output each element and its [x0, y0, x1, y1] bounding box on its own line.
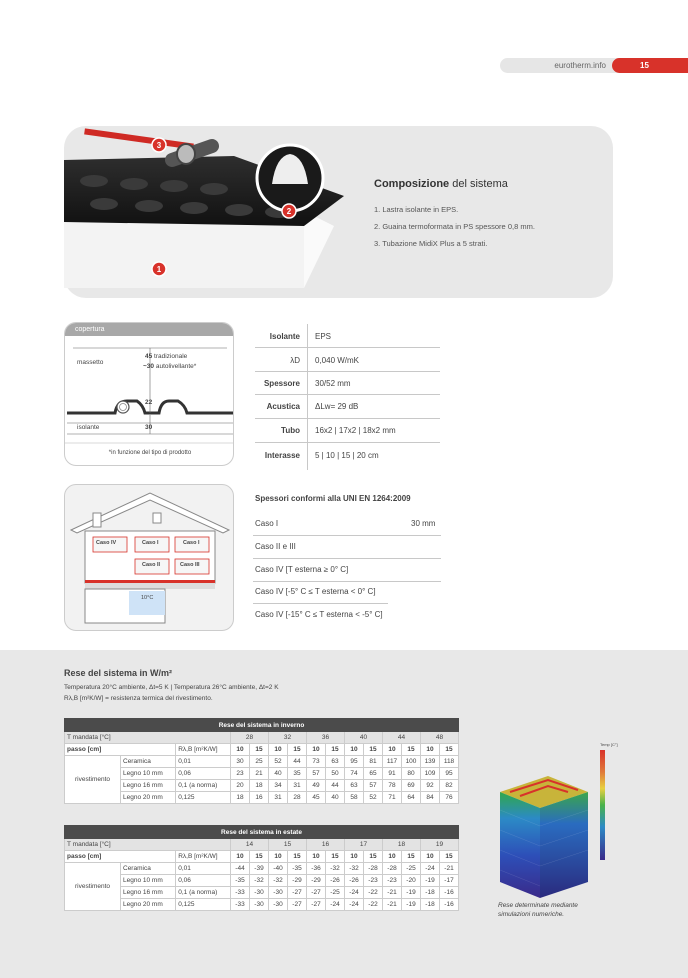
table-cell: 18 [383, 839, 421, 851]
table-row [65, 792, 459, 804]
case-label: Caso I [183, 540, 200, 546]
table-cell: 63 [345, 780, 364, 792]
spec-value: 0,040 W/mK [315, 356, 360, 365]
table-cell: 80 [402, 768, 421, 780]
table-cell: 95 [345, 756, 364, 768]
table-cell: 65 [364, 768, 383, 780]
table-cell: 15 [440, 744, 459, 756]
case-label: Caso III [180, 562, 200, 568]
table-cell: 10 [231, 851, 250, 863]
table-cell: -19 [421, 875, 440, 887]
case-label: Caso IV [96, 540, 117, 546]
table-cell: -21 [383, 899, 402, 911]
table-cell: 35 [288, 768, 307, 780]
table-cell: -25 [402, 863, 421, 875]
table-cell: -30 [269, 887, 288, 899]
table-cell: 10 [307, 744, 326, 756]
diagram-note: *in funzione del tipo di prodotto [108, 450, 192, 456]
table-row [65, 899, 459, 911]
spec-label: λD [290, 356, 300, 365]
table-cell: 18 [250, 780, 269, 792]
table-cell: 30 [231, 756, 250, 768]
table-cell: -27 [307, 887, 326, 899]
table-cell: Legno 20 mm [121, 899, 176, 911]
table-cell: -39 [250, 863, 269, 875]
table-row [65, 756, 459, 768]
table-cell: 15 [402, 744, 421, 756]
table-cell: -24 [421, 863, 440, 875]
table-cell: 10 [383, 851, 402, 863]
winter-table [64, 718, 459, 804]
table-cell: -27 [288, 887, 307, 899]
section-diagram [64, 322, 234, 466]
section-drawing [65, 323, 234, 466]
table-cell: 73 [307, 756, 326, 768]
spec-value: 5 | 10 | 15 | 20 cm [315, 451, 379, 460]
thermal-simulation [496, 740, 626, 900]
case-label: Caso I [142, 540, 159, 546]
rese-subtitle: Temperatura 20°C ambiente, Δt=5 K | Temperatura 26°C ambiente, Δt=2 K [64, 684, 279, 691]
table-cell: -32 [345, 863, 364, 875]
table-row [65, 851, 459, 863]
table-cell: Legno 10 mm [121, 768, 176, 780]
rese-title: Rese del sistema in W/m² [64, 668, 173, 678]
table-cell: rivestimento [65, 863, 121, 911]
thickness-row: Caso II e III [255, 542, 296, 551]
table-cell: 71 [383, 792, 402, 804]
color-legend [600, 750, 605, 860]
table-cell: 64 [402, 792, 421, 804]
table-cell: -28 [364, 863, 383, 875]
table-cell: 48 [421, 732, 459, 744]
case-label: Caso II [142, 562, 161, 568]
table-cell: 10 [421, 744, 440, 756]
table-cell: 117 [383, 756, 402, 768]
table-cell: 10 [269, 744, 288, 756]
table-cell: 10 [421, 851, 440, 863]
table-cell: -32 [269, 875, 288, 887]
table-cell: 15 [288, 744, 307, 756]
house-diagram [64, 484, 234, 631]
table-cell: -22 [364, 899, 383, 911]
table-cell: 74 [345, 768, 364, 780]
table-cell: -21 [440, 863, 459, 875]
table-cell: -30 [269, 899, 288, 911]
table-cell: -16 [440, 899, 459, 911]
table-cell: 100 [402, 756, 421, 768]
svg-text:2: 2 [286, 207, 292, 216]
table-cell: Ceramica [121, 863, 176, 875]
legend-title: Temp [C°] [600, 742, 618, 747]
table-cell: -23 [383, 875, 402, 887]
table-cell: 15 [288, 851, 307, 863]
table-cell: 69 [402, 780, 421, 792]
table-cell: 15 [364, 744, 383, 756]
rese-subtitle: Rλ,B [m²K/W] = resistenza termica del rivestimento. [64, 695, 213, 702]
table-cell: -29 [288, 875, 307, 887]
table-cell: -17 [440, 875, 459, 887]
table-cell: -19 [402, 899, 421, 911]
table-cell: 92 [421, 780, 440, 792]
table-cell: -44 [231, 863, 250, 875]
table-cell: 95 [440, 768, 459, 780]
table-cell: 118 [440, 756, 459, 768]
panel-illustration [64, 126, 364, 298]
table-cell: -32 [326, 863, 345, 875]
marker-2 [282, 204, 296, 218]
table-cell: 0,06 [176, 875, 231, 887]
composition-item: 3. Tubazione MidiX Plus a 5 strati. [374, 239, 488, 248]
thickness-row: Caso IV [-5° C ≤ T esterna < 0° C] [255, 587, 376, 596]
table-cell: -26 [326, 875, 345, 887]
table-row [65, 744, 459, 756]
table-cell: 78 [383, 780, 402, 792]
house-drawing [65, 485, 234, 631]
table-cell: 44 [326, 780, 345, 792]
table-cell: -29 [307, 875, 326, 887]
temp-label: 10°C [141, 595, 154, 601]
composition-item: 2. Guaina termoformata in PS spessore 0,8 mm. [374, 222, 535, 231]
table-cell: 58 [345, 792, 364, 804]
spec-label: Spessore [263, 379, 300, 388]
table-cell: Legno 20 mm [121, 792, 176, 804]
table-cell: 20 [231, 780, 250, 792]
spec-value: ΔLw= 29 dB [315, 402, 359, 411]
dim-30: 30 [145, 424, 153, 431]
table-cell: 23 [231, 768, 250, 780]
table-cell: -21 [383, 887, 402, 899]
table-cell: 50 [326, 768, 345, 780]
table-cell: Legno 10 mm [121, 875, 176, 887]
table-cell: -16 [440, 887, 459, 899]
table-cell: -19 [402, 887, 421, 899]
copertura-label: copertura [65, 323, 234, 336]
table-cell: -18 [421, 899, 440, 911]
composition-title: Composizione del sistema [374, 178, 508, 190]
dim-22: 22 [145, 399, 153, 406]
table-cell: 36 [307, 732, 345, 744]
table-cell: 16 [250, 792, 269, 804]
table-cell: 0,1 (a norma) [176, 780, 231, 792]
table-title: Rese del sistema in estate [65, 826, 459, 839]
table-cell: -27 [288, 899, 307, 911]
table-cell: Legno 16 mm [121, 780, 176, 792]
dim-45: 45 tradizionale [145, 353, 188, 360]
table-cell: 15 [250, 744, 269, 756]
table-cell: -36 [307, 863, 326, 875]
table-cell: -28 [383, 863, 402, 875]
table-cell: -22 [364, 887, 383, 899]
table-cell: 28 [288, 792, 307, 804]
table-row [65, 768, 459, 780]
thickness-row: Caso IV [T esterna ≥ 0° C] [255, 565, 349, 574]
table-row [65, 863, 459, 875]
spec-value: 30/52 mm [315, 379, 351, 388]
table-cell: 15 [326, 744, 345, 756]
table-cell: 31 [269, 792, 288, 804]
sim-front-face [500, 792, 540, 898]
table-cell: -32 [250, 875, 269, 887]
table-cell: 40 [345, 732, 383, 744]
table-cell: 109 [421, 768, 440, 780]
table-cell: 15 [269, 839, 307, 851]
table-cell: 0,125 [176, 792, 231, 804]
table-cell: 0,125 [176, 899, 231, 911]
table-cell: 25 [250, 756, 269, 768]
thickness-row: Caso IV [-15° C ≤ T esterna < -5° C] [255, 610, 383, 619]
table-cell: -33 [231, 899, 250, 911]
table-cell: T mandata [°C] [65, 732, 231, 744]
table-cell: 10 [269, 851, 288, 863]
simulation-caption: Rese determinate mediante simulazioni numeriche. [498, 902, 578, 918]
table-cell: 0,01 [176, 863, 231, 875]
table-cell: -23 [364, 875, 383, 887]
table-cell: 10 [307, 851, 326, 863]
table-cell: 63 [326, 756, 345, 768]
summer-table [64, 825, 459, 911]
spec-label: Interasse [264, 451, 300, 460]
table-cell: 45 [307, 792, 326, 804]
table-cell: 84 [421, 792, 440, 804]
table-cell: -40 [269, 863, 288, 875]
table-cell: 44 [288, 756, 307, 768]
table-cell: 10 [231, 744, 250, 756]
table-cell: 52 [269, 756, 288, 768]
table-cell: 21 [250, 768, 269, 780]
thickness-title: Spessori conformi alla UNI EN 1264:2009 [255, 494, 411, 503]
table-cell: 19 [421, 839, 459, 851]
table-cell: 10 [345, 744, 364, 756]
table-cell: 28 [231, 732, 269, 744]
table-cell: -30 [250, 887, 269, 899]
thickness-row: Caso I [255, 519, 279, 528]
table-cell: 16 [307, 839, 345, 851]
svg-text:1: 1 [156, 265, 162, 274]
table-cell: -35 [231, 875, 250, 887]
table-cell: 57 [307, 768, 326, 780]
table-cell: 15 [326, 851, 345, 863]
table-cell: -30 [250, 899, 269, 911]
spec-label: Acustica [266, 402, 300, 411]
table-cell: 15 [440, 851, 459, 863]
table-cell: 82 [440, 780, 459, 792]
table-cell: Rλ,B [m²K/W] [176, 744, 231, 756]
table-cell: 49 [307, 780, 326, 792]
table-row [65, 887, 459, 899]
table-cell: 15 [364, 851, 383, 863]
table-row [65, 839, 459, 851]
table-cell: 57 [364, 780, 383, 792]
sim-side-face [540, 792, 588, 898]
dim-30-auto: ~30 autolivellante* [143, 363, 197, 370]
table-cell: 0,01 [176, 756, 231, 768]
table-cell: rivestimento [65, 756, 121, 804]
table-cell: Rλ,B [m²K/W] [176, 851, 231, 863]
table-cell: 10 [345, 851, 364, 863]
table-cell: -27 [307, 899, 326, 911]
table-row [65, 875, 459, 887]
table-cell: -33 [231, 887, 250, 899]
table-cell: -35 [288, 863, 307, 875]
table-cell: 17 [345, 839, 383, 851]
site-url[interactable]: eurotherm.info [554, 61, 606, 70]
table-cell: -25 [326, 887, 345, 899]
table-cell: 0,06 [176, 768, 231, 780]
table-cell: 139 [421, 756, 440, 768]
table-cell: 34 [269, 780, 288, 792]
table-cell: passo [cm] [65, 744, 176, 756]
isolante-label: isolante [77, 424, 100, 431]
table-title: Rese del sistema in inverno [65, 719, 459, 732]
table-cell: 14 [231, 839, 269, 851]
spec-label: Isolante [269, 332, 300, 341]
table-cell: -18 [421, 887, 440, 899]
table-cell: 32 [269, 732, 307, 744]
spec-value: EPS [315, 332, 332, 341]
page-number: 15 [612, 58, 688, 73]
thickness-value: 30 mm [411, 519, 436, 528]
composition-item: 1. Lastra isolante in EPS. [374, 205, 459, 214]
table-cell: -24 [345, 899, 364, 911]
svg-text:3: 3 [156, 141, 162, 150]
table-cell: 15 [250, 851, 269, 863]
spec-label: Tubo [281, 426, 300, 435]
table-cell: 76 [440, 792, 459, 804]
table-cell: 31 [288, 780, 307, 792]
table-cell: passo [cm] [65, 851, 176, 863]
table-cell: 40 [269, 768, 288, 780]
marker-1 [152, 262, 166, 276]
table-cell: -26 [345, 875, 364, 887]
table-cell: T mandata [°C] [65, 839, 231, 851]
table-cell: 81 [364, 756, 383, 768]
table-cell: 40 [326, 792, 345, 804]
table-cell: 52 [364, 792, 383, 804]
table-cell: 0,1 (a norma) [176, 887, 231, 899]
massetto-label: massetto [77, 359, 104, 366]
table-row [65, 780, 459, 792]
table-cell: Ceramica [121, 756, 176, 768]
table-cell: -24 [326, 899, 345, 911]
table-cell: -20 [402, 875, 421, 887]
table-cell: -24 [345, 887, 364, 899]
table-cell: 44 [383, 732, 421, 744]
table-cell: 91 [383, 768, 402, 780]
spec-value: 16x2 | 17x2 | 18x2 mm [315, 426, 396, 435]
table-cell: 15 [402, 851, 421, 863]
marker-3 [152, 138, 166, 152]
table-cell: Legno 16 mm [121, 887, 176, 899]
table-cell: 10 [383, 744, 402, 756]
table-row [65, 732, 459, 744]
table-cell: 18 [231, 792, 250, 804]
